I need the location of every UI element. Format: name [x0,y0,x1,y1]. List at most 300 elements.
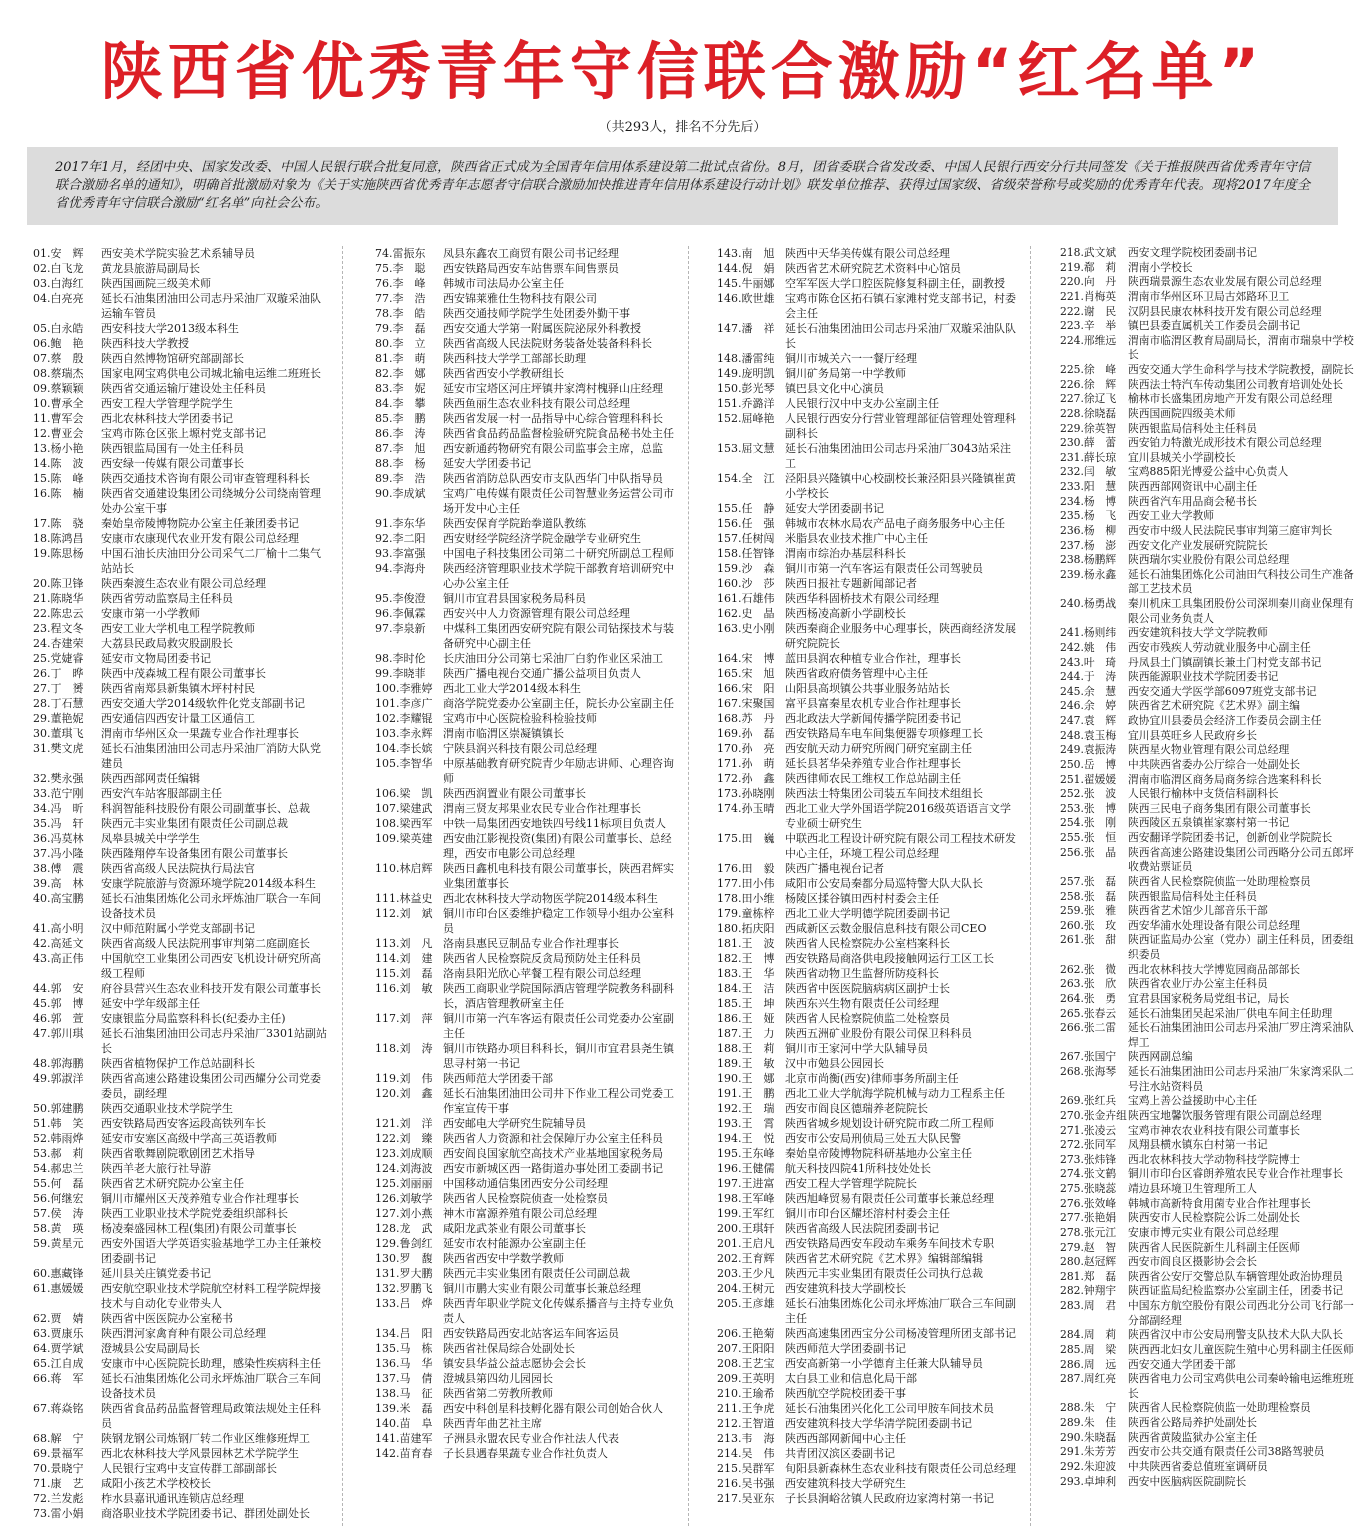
entry-name: 45.郭 博 [33,997,84,1010]
entry-affiliation: 陕西省高速公路建设集团公司西耀分公司党委委员，副经理 [101,1072,321,1100]
entry-name: 208.王艺宝 [717,1357,775,1370]
list-item [375,1326,675,1341]
entry-affiliation: 陕西星火物业管理有限公司总经理 [1128,743,1290,757]
entry-name: 146.欧世雄 [717,292,775,305]
entry-name: 185.王 坤 [717,997,775,1010]
entry-affiliation: 西安铁路局商洛供电段接触网运行工区工长 [785,952,994,965]
list-item [1060,685,1358,700]
entry-name: 289.朱 佳 [1060,1416,1117,1429]
entry-affiliation: 西北工业大学航海学院机械与动力工程系主任 [785,1087,1005,1100]
entry-name: 262.张 微 [1060,962,1117,976]
entry-name: 154.全 江 [717,472,775,485]
list-item [717,996,1017,1011]
entry-name: 250.岳 博 [1060,757,1117,771]
entry-name: 120.刘 鑫 [375,1087,433,1100]
entry-affiliation: 陕西省艺术研究院《艺术界》编辑部编辑 [785,1252,983,1265]
entry-affiliation: 西安工业大学教师 [1128,509,1215,523]
entry-name: 176.田 毅 [717,862,775,875]
entry-name: 76.李 峰 [375,277,426,290]
list-item [1060,1431,1358,1446]
entry-affiliation: 陕西西润置业有限公司董事长 [443,787,586,800]
list-item [1060,1109,1358,1124]
entry-name: 292.朱迎波 [1060,1459,1117,1473]
entry-name: 44.郭 安 [33,982,84,995]
entry-affiliation: 西安文化产业发展研究院院长 [1128,538,1268,552]
entry-name: 136.马 华 [375,1357,433,1370]
entry-name: 235.杨 飞 [1060,509,1117,523]
entry-name: 70.景晓宁 [33,1462,84,1475]
list-item [33,1461,330,1476]
list-item [375,246,675,261]
entry-name: 281.郑 磊 [1060,1269,1117,1283]
entry-name: 95.李俊澄 [375,592,426,605]
entry-affiliation: 陕西省艺术研究院《艺术界》副主编 [1128,699,1301,713]
list-item [1060,773,1358,788]
list-item [33,486,330,516]
entry-affiliation: 安康市农康现代农业开发有限公司总经理 [101,532,299,545]
entry-affiliation: 洛南县惠民豆制品专业合作社理事长 [443,937,619,950]
list-item [1060,1328,1358,1343]
entry-name: 168.苏 丹 [717,712,775,725]
list-item [1060,1284,1358,1299]
list-item [33,1236,330,1266]
name-list-column-1 [33,246,330,1521]
entry-name: 145.牛丽娜 [717,277,775,290]
entry-affiliation: 西安阎良国家航空高技术产业基地国家税务局 [443,1147,663,1160]
entry-affiliation: 铜川市第一汽车客运有限责任公司驾驶员 [785,562,983,575]
entry-affiliation: 延长石油集团油田公司志丹采油厂朱家湾采队二号注水站资料员 [1128,1065,1354,1093]
entry-name: 39.高 林 [33,877,84,890]
list-item [1060,1153,1358,1168]
entry-affiliation: 陕西省人民医院新生儿科副主任医师 [1128,1240,1301,1254]
entry-name: 253.张 博 [1060,801,1117,815]
entry-name: 195.王东峰 [717,1147,775,1160]
entry-name: 222.谢 民 [1060,304,1117,318]
list-item [33,1176,330,1191]
entry-name: 191.王 鹏 [717,1087,775,1100]
list-item [33,771,330,786]
list-item [33,846,330,861]
entry-name: 84.李 攀 [375,397,426,410]
list-item [717,1356,1017,1371]
entry-name: 187.王 力 [717,1027,775,1040]
entry-name: 255.张 恒 [1060,831,1117,844]
entry-name: 87.李 旭 [375,442,426,455]
entry-name: 198.王军峰 [717,1192,775,1205]
entry-affiliation: 长庆油田分公司第七采油厂白豹作业区采油工 [443,652,663,665]
list-item [1060,1270,1358,1285]
entry-name: 40.高宝鹏 [33,892,84,905]
list-item [717,1296,1017,1326]
entry-affiliation: 铜川市铁路办项目科科长，铜川市宜君县尧生镇思寻村第一书记 [443,1042,674,1070]
list-item [1060,524,1358,539]
list-item [375,1206,675,1221]
entry-affiliation: 陕西省电力公司宝鸡供电公司秦岭输电运维班班长 [1128,1372,1354,1400]
list-item [1060,933,1358,962]
list-item [375,621,675,651]
name-list-column-2 [375,246,675,1461]
entry-affiliation: 陕西省食品药品监督管理局政策法规处主任科员 [101,1402,321,1430]
list-item [717,1251,1017,1266]
list-item [717,1026,1017,1041]
entry-name: 03.白海红 [33,277,84,290]
entry-name: 55.何 磊 [33,1177,84,1190]
entry-name: 28.丁石慧 [33,697,84,710]
entry-affiliation: 陕西自然博物馆研究部副部长 [101,352,244,365]
entry-affiliation: 陕西省黄陵监狱办公室主任 [1128,1430,1258,1444]
entry-name: 127.刘小燕 [375,1207,433,1220]
list-item [1060,1007,1358,1022]
entry-name: 133.吕 烨 [375,1297,433,1310]
entry-name: 157.任树闯 [717,532,775,545]
list-item [33,1446,330,1461]
entry-name: 01.安 辉 [33,247,84,260]
entry-name: 234.杨 博 [1060,494,1117,508]
entry-name: 78.李 皓 [375,307,426,320]
list-item [717,1386,1017,1401]
entry-affiliation: 子长县遇春果蔬专业合作社负责人 [443,1447,608,1460]
entry-name: 142.苗育春 [375,1447,433,1460]
list-item [1060,963,1358,978]
entry-affiliation: 韩城市高新特食用菌专业合作社理事长 [1128,1196,1311,1210]
entry-affiliation: 延长石油集团油田公司志丹采油厂罗庄湾采油队焊工 [1128,1021,1354,1049]
list-item [375,456,675,471]
list-item [1060,568,1358,597]
list-item [33,936,330,951]
entry-affiliation: 西安曲江影视投资(集团)有限公司董事长、总经理，西安市电影公司总经理 [443,832,672,860]
entry-name: 170.孙 亮 [717,742,775,755]
entry-affiliation: 柞水县嘉讯通讯连锁店总经理 [101,1492,244,1505]
entry-affiliation: 陕西省艺术研究院艺术资料中心馆员 [785,262,961,275]
entry-affiliation: 空军军医大学口腔医院修复科副主任，副教授 [785,277,1005,290]
entry-name: 57.侯 涛 [33,1207,84,1220]
list-item [375,966,675,981]
list-item [717,951,1017,966]
entry-name: 49.郭淑洋 [33,1072,84,1085]
entry-affiliation: 西北农林科技大学动物医学院2014级本科生 [443,892,658,905]
entry-name: 211.王争虎 [717,1402,775,1415]
list-item [717,666,1017,681]
list-item [33,636,330,651]
list-item [1060,480,1358,495]
list-item [375,381,675,396]
entry-name: 256.张 晶 [1060,845,1117,859]
entry-affiliation: 商洛学院党委办公室副主任，院长办公室副主任 [443,697,674,710]
entry-affiliation: 陕西省公安厅交警总队车辆管理处政治协理员 [1128,1269,1344,1283]
list-item [717,291,1017,321]
entry-affiliation: 陕西网副总编 [1128,1050,1193,1064]
entry-name: 231.薛长琼 [1060,450,1117,464]
entry-name: 193.王 霄 [717,1117,775,1130]
column-divider [1030,246,1031,1526]
entry-name: 184.王 洁 [717,982,775,995]
entry-affiliation: 陕西省人民检察院反贪局预防处主任科员 [443,952,641,965]
list-item [375,516,675,531]
entry-name: 30.董琪飞 [33,727,84,740]
list-item [375,441,675,456]
list-item [717,576,1017,591]
entry-affiliation: 秦始皇帝陵博物院科研基地办公室主任 [785,1147,972,1160]
entry-affiliation: 西安交通大学2014级软件化党支部副书记 [101,697,305,710]
entry-name: 290.朱晓磊 [1060,1430,1117,1444]
entry-affiliation: 铜川矿务局第一中学教师 [785,367,906,380]
list-item [1060,714,1358,729]
entry-name: 233.阳 慧 [1060,480,1117,493]
entry-name: 270.张金卉组 [1060,1108,1127,1122]
list-item [717,441,1017,471]
entry-name: 269.张红兵 [1060,1094,1117,1108]
list-item [33,1191,330,1206]
entry-name: 36.冯莫林 [33,832,84,845]
entry-name: 130.罗 馥 [375,1252,433,1265]
entry-affiliation: 陕西省城乡规划设计研究院市政二所工程师 [785,1117,994,1130]
entry-name: 79.李 磊 [375,322,426,335]
entry-name: 201.王启凡 [717,1237,775,1250]
entry-affiliation: 米脂县农业技术推广中心主任 [785,532,928,545]
entry-affiliation: 秦始皇帝陵博物院办公室主任兼团委书记 [101,517,299,530]
entry-name: 140.苗 阜 [375,1417,433,1430]
list-item [33,786,330,801]
entry-affiliation: 凤皋县城关中学学生 [101,832,200,845]
list-item [33,1431,330,1446]
entry-name: 163.史小刚 [717,622,775,635]
list-item [375,1176,675,1191]
entry-name: 117.刘 萍 [375,1012,433,1025]
entry-name: 226.徐 辉 [1060,377,1117,391]
entry-affiliation: 人民银行榆林中支货信科副科长 [1128,787,1279,801]
entry-affiliation: 陕西秦商企业服务中心理事长，陕西商经济发展研究院院长 [785,622,1016,650]
list-item [717,1341,1017,1356]
entry-name: 209.王英明 [717,1372,775,1385]
column-divider [688,246,689,1526]
entry-name: 192.王 瑞 [717,1102,775,1115]
entry-affiliation: 陕西中天华美传媒有限公司总经理 [785,247,950,260]
entry-name: 96.李佩霖 [375,607,426,620]
entry-name: 214.吴 伟 [717,1447,775,1460]
entry-affiliation: 安康学院旅游与资源环境学院2014级本科生 [101,877,316,890]
list-item [375,1296,675,1326]
entry-name: 20.陈卫锋 [33,577,84,590]
entry-name: 286.周 远 [1060,1357,1117,1371]
list-item [1060,436,1358,451]
list-item [717,906,1017,921]
entry-affiliation: 渭南市华州区环卫局古郊路环卫工 [1128,289,1290,303]
list-item [717,1086,1017,1101]
entry-affiliation: 榆林市长盛集团房地产开发有限公司总经理 [1128,392,1333,406]
entry-name: 50.郭建鹏 [33,1102,84,1115]
entry-affiliation: 安康银监分局监察科科长(纪委办主任) [101,1012,286,1025]
list-item [33,321,330,336]
list-item [33,981,330,996]
entry-name: 160.沙 莎 [717,577,775,590]
entry-name: 206.王艳菊 [717,1327,775,1340]
list-item [717,561,1017,576]
list-item [1060,1050,1358,1065]
entry-name: 122.刘 臻 [375,1132,433,1145]
list-item [1060,1241,1358,1256]
entry-name: 179.童栋梓 [717,907,775,920]
entry-affiliation: 陕西省高速公路建设集团公司西略分公司五郎坪收费站票证员 [1128,845,1354,874]
entry-affiliation: 渭南市临渭区教育局副局长，渭南市瑞泉中学校长 [1128,333,1354,362]
entry-name: 232.闫 敏 [1060,465,1117,479]
list-item [717,1416,1017,1431]
list-item [1060,1124,1358,1139]
entry-name: 261.张 甜 [1060,933,1117,947]
entry-affiliation: 西安兴中人力资源管理有限公司总经理 [443,607,630,620]
list-item [33,951,330,981]
entry-affiliation: 西北工业大学外国语学院2016级英语语言文学专业硕士研究生 [785,802,1011,830]
entry-name: 239.杨永鑫 [1060,567,1117,581]
list-item [33,1371,330,1401]
list-item [375,861,675,891]
list-item [375,1161,675,1176]
list-item [33,1011,330,1026]
list-item [1060,641,1358,656]
entry-name: 43.高正伟 [33,952,84,965]
list-item [717,321,1017,351]
list-item [717,1446,1017,1461]
list-item [375,906,675,936]
entry-name: 181.王 波 [717,937,775,950]
list-item [33,1221,330,1236]
entry-affiliation: 陕西科技大学教授 [101,337,189,350]
entry-affiliation: 延安市农村能源办公室副主任 [443,1237,586,1250]
entry-affiliation: 陕西秦渡生态农业有限公司总经理 [101,577,266,590]
list-item [33,1206,330,1221]
list-item [33,1161,330,1176]
list-item [33,1056,330,1071]
entry-name: 98.李时伦 [375,652,426,665]
list-item [33,711,330,726]
entry-name: 06.鲍 艳 [33,337,84,350]
list-item [33,816,330,831]
entry-name: 114.刘 建 [375,952,433,965]
entry-affiliation: 西安锦莱雅仕生物科技有限公司 [443,292,597,305]
list-item [33,1281,330,1311]
list-item [1060,743,1358,758]
entry-name: 169.孙 磊 [717,727,775,740]
entry-name: 216.吴书强 [717,1477,775,1490]
entry-name: 54.郝忠兰 [33,1162,84,1175]
entry-affiliation: 陕西省人民检察院办公室档案科长 [785,937,950,950]
entry-affiliation: 延安中学年级部主任 [101,997,200,1010]
entry-affiliation: 富平县富秦星农机专业合作社理事长 [785,697,961,710]
list-item [1060,977,1358,992]
entry-affiliation: 陕西羊老大旅行社导游 [101,1162,211,1175]
entry-affiliation: 陕西交通技术咨询有限公司审查管理科科长 [101,472,310,485]
entry-affiliation: 西安建筑科技大学华清学院团委副书记 [785,1417,972,1430]
entry-name: 178.田小维 [717,892,775,905]
entry-affiliation: 韩城市司法局办公室主任 [443,277,564,290]
entry-name: 139.米 磊 [375,1402,433,1415]
list-item [375,1086,675,1116]
list-item [375,831,675,861]
list-item [1060,656,1358,671]
entry-affiliation: 陕西证监局办公室（党办）副主任科员，团委组织委员 [1128,933,1354,961]
entry-affiliation: 西安邮电大学研究生院辅导员 [443,1117,586,1130]
list-item [375,801,675,816]
entry-name: 161.石雄伟 [717,592,775,605]
entry-affiliation: 西北农林科技大学风景园林艺术学院学生 [101,1447,299,1460]
entry-affiliation: 陕西律师农民工维权工作总站副主任 [785,772,961,785]
entry-affiliation: 韩城市农林水局农产品电子商务服务中心主任 [785,517,1005,530]
entry-affiliation: 陕西省农业厅办公室主任科员 [1128,977,1268,991]
entry-affiliation: 铜川市耀州区天茂养殖专业合作社理事长 [101,1192,299,1205]
list-item [1060,802,1358,817]
entry-name: 65.江自成 [33,1357,84,1370]
entry-name: 143.南 旭 [717,247,775,260]
list-item [1060,758,1358,773]
entry-name: 11.曹军会 [33,412,84,425]
entry-name: 285.周 梁 [1060,1342,1117,1356]
list-item [717,1041,1017,1056]
entry-name: 37.冯小隆 [33,847,84,860]
list-item [717,801,1017,831]
entry-affiliation: 西安美术学院实验艺术系辅导员 [101,247,255,260]
entry-name: 112.刘 斌 [375,907,433,920]
list-item [33,546,330,576]
list-item [375,981,675,1011]
entry-name: 159.沙 森 [717,562,775,575]
list-item [33,1146,330,1161]
entry-affiliation: 渭南小学校长 [1128,260,1193,274]
entry-name: 27.丁 赟 [33,682,84,695]
entry-affiliation: 宝鸡广电传媒有限责任公司智慧业务运营公司市场开发中心主任 [443,487,674,515]
entry-name: 223.辛 举 [1060,319,1117,333]
entry-affiliation: 靖边县环境卫生管理所工人 [1128,1182,1258,1195]
entry-name: 90.李成斌 [375,487,426,500]
list-item [375,1386,675,1401]
list-item [375,1266,675,1281]
entry-name: 267.张国宁 [1060,1050,1117,1064]
entry-name: 02.白飞龙 [33,262,84,275]
entry-name: 172.孙 鑫 [717,772,775,785]
entry-affiliation: 西安绿一传媒有限公司董事长 [101,457,244,470]
list-item [1060,1401,1358,1416]
entry-affiliation: 陕西省中医医院办公室秘书 [101,1312,233,1325]
list-item [375,1131,675,1146]
list-item [1060,495,1358,510]
entry-affiliation: 铜川市印台区耀坯溶村村委会主任 [785,1207,950,1220]
entry-affiliation: 陕西科技大学学工部部长助理 [443,352,586,365]
entry-name: 124.刘海波 [375,1162,433,1175]
entry-affiliation: 陕西省高级人民法院执行局法官 [101,862,255,875]
entry-affiliation: 西安高新第一小学德育主任兼大队辅导员 [785,1357,983,1370]
entry-name: 245.余 慧 [1060,684,1117,698]
entry-name: 153.屈文慧 [717,442,775,455]
entry-name: 259.张 雅 [1060,904,1117,918]
entry-name: 08.蔡瑞杰 [33,367,84,380]
list-item [1060,816,1358,831]
entry-affiliation: 铜川市王家河中学大队辅导员 [785,1042,928,1055]
list-item [717,651,1017,666]
entry-affiliation: 陕西国画院四级美术师 [1128,406,1236,420]
entry-affiliation: 宁陕县润兴科技有限公司总经理 [443,742,597,755]
list-item [717,516,1017,531]
list-item [717,411,1017,441]
list-item [375,471,675,486]
entry-affiliation: 西安建筑科技大学研究生 [785,1477,906,1490]
entry-name: 248.袁玉梅 [1060,728,1117,742]
list-item [33,1326,330,1341]
entry-name: 23.程文冬 [33,622,84,635]
entry-affiliation: 陕西省交通建设集团公司绕城分公司绕南管理处办公室干事 [101,487,321,515]
list-item [375,1431,675,1446]
list-item [1060,1475,1358,1490]
entry-affiliation: 陕西省歌舞剧院歌剧团艺术指导 [101,1147,255,1160]
intro-paragraph: 2017年1月，经团中央、国家发改委、中国人民银行联合批复同意，陕西省正式成为全国青年信用体系建设第二批试点省份。8月，团省委联合省发改委、中国人民银行西安分行共同签发《关于推报陕西省优秀青年守信联合激励名单的通知》，明确首批激励对象为《关于实施陕西省优秀青年志愿者守信联合激励加快推进青年信用体系建设行动计划》联发单位推荐、获得过国家级、省级荣誉称号或奖励的优秀青年代表。现将2017年度全省优秀青年守信联合激励“红名单”向社会公布。 [27,147,1338,225]
list-item [1060,465,1358,480]
